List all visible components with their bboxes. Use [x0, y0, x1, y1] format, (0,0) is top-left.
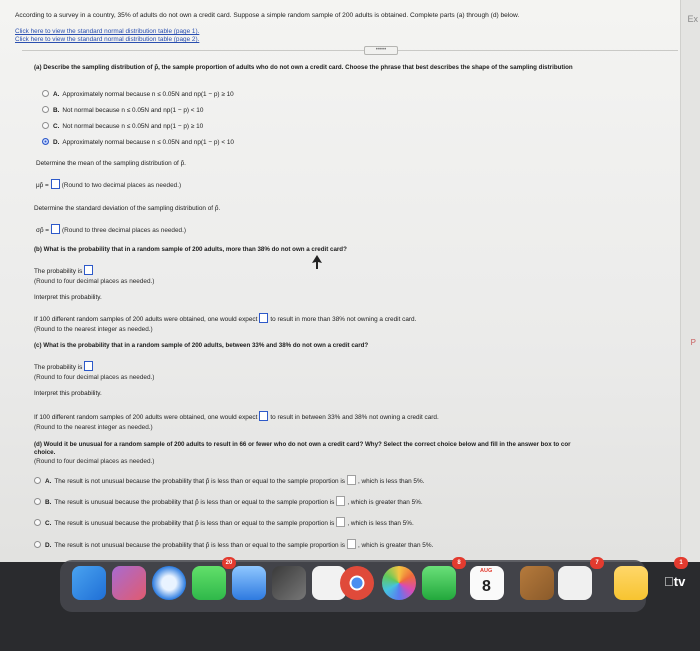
- photos-icon[interactable]: [382, 566, 416, 600]
- mean-row: μp̂ = (Round to two decimal places as needed.): [36, 179, 181, 189]
- part-d-note: (Round to four decimal places as needed.): [34, 458, 155, 465]
- divider: [22, 50, 678, 51]
- messages-badge: 20: [222, 557, 236, 569]
- part-c-question: (c) What is the probability that in a random sample of 200 adults, between 33% and 38% do not own a credit card?: [34, 342, 369, 349]
- more-button[interactable]: •••••: [364, 46, 398, 55]
- sd-row: σp̂ = (Round to three decimal places as needed.): [36, 224, 186, 234]
- notes-icon[interactable]: [614, 566, 648, 600]
- sd-answer-box[interactable]: [51, 224, 60, 234]
- part-b-interp-note: (Round to the nearest integer as needed.): [34, 326, 153, 333]
- part-b-interpret: Interpret this probability.: [34, 294, 102, 301]
- launchpad-icon[interactable]: [112, 566, 146, 600]
- normal-table-link-1[interactable]: Click here to view the standard normal distribution table (page 1).: [15, 28, 200, 35]
- part-d-box-b[interactable]: [336, 496, 345, 506]
- mean-answer-box[interactable]: [51, 179, 60, 189]
- facetime-badge: 8: [452, 557, 466, 569]
- photo-booth-icon[interactable]: [272, 566, 306, 600]
- problem-intro: According to a survey in a country, 35% of adults do not own a credit card. Suppose a simple random sample of 200 adults is obtained. Complete parts (a) through (d) below.: [15, 12, 520, 19]
- radio-b[interactable]: [42, 106, 49, 113]
- part-c-interp-row: If 100 different random samples of 200 adults were obtained, one would expect to result in between 33% and 38% not owning a credit card.: [34, 411, 439, 421]
- option-d[interactable]: D. Approximately normal because n ≤ 0.05N and np(1 − p) < 10: [42, 138, 234, 146]
- part-b-prob-box[interactable]: [84, 265, 93, 275]
- tv-badge: 1: [674, 557, 688, 569]
- mouse-cursor-icon: [312, 255, 322, 269]
- option-b[interactable]: B. Not normal because n ≤ 0.05N and np(1 − p) < 10: [42, 106, 203, 114]
- messages-icon[interactable]: [192, 566, 226, 600]
- part-d-box-d[interactable]: [347, 539, 356, 549]
- safari-icon[interactable]: [152, 566, 186, 600]
- part-d-question-cont: choice.: [34, 449, 56, 456]
- edge-letter: P: [690, 338, 696, 347]
- option-a[interactable]: A. Approximately normal because n ≤ 0.05N and np(1 − p) ≥ 10: [42, 90, 234, 98]
- part-b-count-box[interactable]: [259, 313, 268, 323]
- part-c-prob-note: (Round to four decimal places as needed.): [34, 374, 155, 381]
- part-c-interpret: Interpret this probability.: [34, 390, 102, 397]
- part-d-question: (d) Would it be unusual for a random sample of 200 adults to result in 66 or fewer who do not own a credit card? Why? Select the correct choice below and fill in the answer box to cor: [34, 441, 571, 448]
- reminders-icon[interactable]: [558, 566, 592, 600]
- part-d-radio-c[interactable]: [34, 519, 41, 526]
- part-d-radio-a[interactable]: [34, 477, 41, 484]
- part-b-prob-note: (Round to four decimal places as needed.): [34, 278, 155, 285]
- option-c[interactable]: C. Not normal because n ≤ 0.05N and np(1 − p) ≥ 10: [42, 122, 203, 130]
- normal-table-link-2[interactable]: Click here to view the standard normal distribution table (page 2).: [15, 36, 200, 43]
- part-d-box-c[interactable]: [336, 517, 345, 527]
- part-d-option-a[interactable]: A. The result is not unusual because the probability that p̂ is less than or equal to the sample proportion is , which is less than 5%.: [34, 475, 424, 485]
- mean-prompt: Determine the mean of the sampling distribution of p̂.: [36, 160, 186, 167]
- part-d-option-c[interactable]: C. The result is unusual because the probability that p̂ is less than or equal to the sample proportion is , which is less than 5%.: [34, 517, 414, 527]
- facetime-icon[interactable]: [422, 566, 456, 600]
- part-c-interp-note: (Round to the nearest integer as needed.): [34, 424, 153, 431]
- part-d-radio-d[interactable]: [34, 541, 41, 548]
- part-c-count-box[interactable]: [259, 411, 268, 421]
- example-tab[interactable]: Ex: [687, 14, 698, 24]
- radio-d-selected[interactable]: [42, 138, 49, 145]
- part-d-radio-b[interactable]: [34, 498, 41, 505]
- part-b-prob-row: The probability is: [34, 265, 95, 275]
- reminders-badge: 7: [590, 557, 604, 569]
- calendar-day: 8: [482, 578, 491, 595]
- part-d-box-a[interactable]: [347, 475, 356, 485]
- part-d-option-d[interactable]: D. The result is not unusual because the probability that p̂ is less than or equal to the sample proportion is , which is greater than 5%.: [34, 539, 433, 549]
- part-d-option-b[interactable]: B. The result is unusual because the probability that p̂ is less than or equal to the sample proportion is , which is greater than 5%.: [34, 496, 423, 506]
- radio-c[interactable]: [42, 122, 49, 129]
- side-panel: [680, 0, 700, 562]
- part-c-prob-row: The probability is: [34, 361, 95, 371]
- calendar-month: AUG: [480, 568, 493, 574]
- mail-icon[interactable]: [232, 566, 266, 600]
- chrome-icon[interactable]: [340, 566, 374, 600]
- radio-a[interactable]: [42, 90, 49, 97]
- part-b-question: (b) What is the probability that in a random sample of 200 adults, more than 38% do not own a credit card?: [34, 246, 347, 253]
- sd-prompt: Determine the standard deviation of the sampling distribution of p̂.: [34, 205, 221, 212]
- part-b-interp-row: If 100 different random samples of 200 adults were obtained, one would expect to result in more than 38% not owning a credit card.: [34, 313, 416, 323]
- finder-icon[interactable]: [72, 566, 106, 600]
- part-c-prob-box[interactable]: [84, 361, 93, 371]
- part-a-question: (a) Describe the sampling distribution of p̂, the sample proportion of adults who do not own a credit card. Choose the phrase that best describes the shape of the sampling distribution: [34, 64, 573, 71]
- books-icon[interactable]: [520, 566, 554, 600]
- apple-tv-icon[interactable]: tv: [664, 574, 676, 589]
